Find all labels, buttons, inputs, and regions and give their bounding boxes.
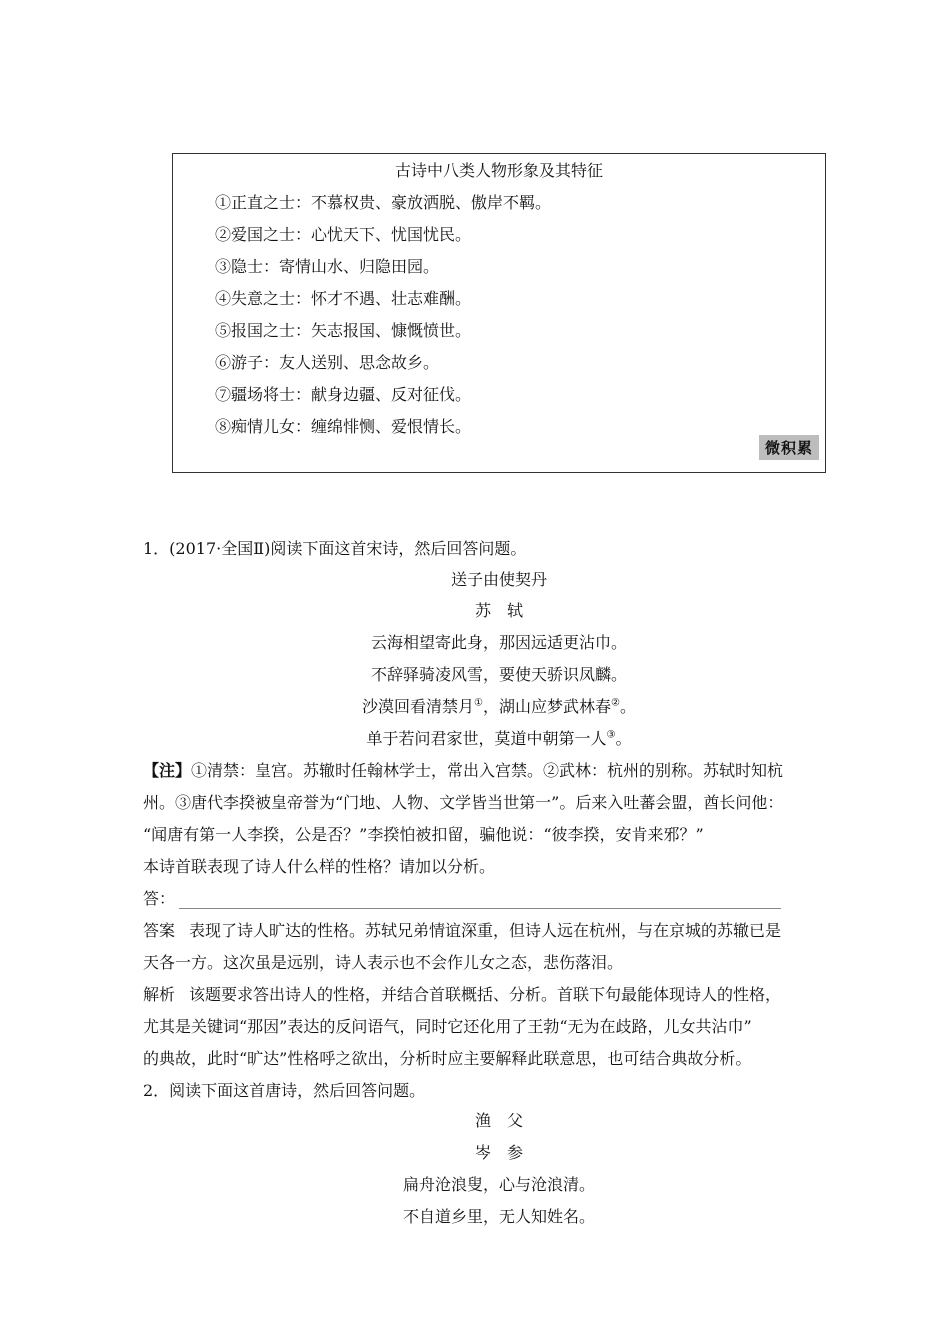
footnote-mark: ①: [474, 697, 483, 709]
question-2-prompt: 2．阅读下面这首唐诗，然后回答问题。: [143, 1081, 426, 1100]
poem-line-part: ，湖山应梦武林春: [482, 697, 611, 716]
box-item: ⑦疆场将士：献身边疆、反对征伐。: [215, 385, 472, 404]
answer-text: 天各一方。这次虽是远别，诗人表示也不会作儿女之态，悲伤落泪。: [143, 953, 624, 972]
note-line: 州。③唐代李揆被皇帝誉为“门地、人物、文学皆当世第一”。后来入吐蕃会盟，酋长问他：: [143, 793, 784, 812]
footnote-mark: ②: [611, 697, 620, 709]
poem-line: [143, 726, 855, 749]
micro-accumulation-badge: 微积累: [759, 435, 819, 460]
box-item: ③隐士：寄情山水、归隐田园。: [215, 257, 440, 276]
poem-title: 渔 父: [474, 1111, 523, 1130]
footnote-mark: ③: [606, 729, 616, 741]
box-item: ②爱国之士：心忧天下、忧国忧民。: [215, 225, 472, 244]
poem-line: 不自道乡里，无人知姓名。: [402, 1207, 595, 1226]
analysis-text: 尤其是关键词“那因”表达的反问语气，同时它还化用了王勃“无为在歧路，儿女共沾巾”: [143, 1017, 752, 1036]
note-text: ①清禁：皇宫。苏辙时任翰林学士，常出入宫禁。②武林：杭州的别称。苏轼时知杭: [191, 761, 784, 780]
note-label: 【注】: [143, 761, 192, 780]
answer-row: [143, 886, 781, 909]
question-text: 本诗首联表现了诗人什么样的性格？请加以分析。: [143, 857, 496, 876]
poem-author: 苏 轼: [474, 601, 523, 620]
poem-line: [143, 694, 855, 717]
analysis-label: 解析: [143, 985, 176, 1004]
box-item: ⑧痴情儿女：缠绵悱恻、爱恨情长。: [215, 417, 472, 436]
box-title: 古诗中八类人物形象及其特征: [394, 161, 603, 180]
poem-line: 扁舟沧浪叟，心与沧浪清。: [402, 1175, 595, 1194]
poem-line-part: 。: [615, 729, 632, 748]
answer-label: 答：: [143, 889, 176, 908]
analysis-text: 的典故，此时“旷达”性格呼之欲出，分析时应主要解释此联意思，也可结合典故分析。: [143, 1049, 752, 1068]
box-item: ①正直之士：不慕权贵、豪放洒脱、傲岸不羁。: [215, 193, 552, 212]
poem-line-part: 。: [619, 697, 636, 716]
poem-line: 不辞驿骑凌风雪，要使天骄识凤麟。: [370, 665, 627, 684]
box-item: ⑤报国之士：矢志报国、慷慨愤世。: [215, 321, 472, 340]
box-item: ⑥游子：友人送别、思念故乡。: [215, 353, 440, 372]
poem-line-part: 单于若问君家世，莫道中朝第一人: [366, 729, 607, 748]
poem-author: 岑 参: [474, 1143, 523, 1162]
note-line: [143, 758, 783, 781]
question-1-prompt: 1．(2017·全国Ⅱ)阅读下面这首宋诗，然后回答问题。: [143, 539, 527, 558]
answer-text: 表现了诗人旷达的性格。苏轼兄弟情谊深重，但诗人远在杭州，与在京城的苏辙已是: [189, 921, 782, 940]
answer-key-label: 答案: [143, 921, 176, 940]
answer-input-line[interactable]: [179, 894, 781, 909]
poem-title: 送子由使契丹: [450, 570, 547, 589]
poem-line: 云海相望寄此身，那因远适更沾巾。: [370, 633, 627, 652]
analysis-text: 该题要求答出诗人的性格，并结合首联概括、分析。首联下句最能体现诗人的性格，: [189, 985, 782, 1004]
box-item: ④失意之士：怀才不遇、壮志难酬。: [215, 289, 472, 308]
accumulation-box: [172, 153, 826, 473]
poem-line-part: 沙漠回看清禁月: [362, 697, 475, 716]
analysis-line: [143, 982, 781, 1005]
note-line: “闻唐有第一人李揆，公是否？”李揆怕被扣留，骗他说：“彼李揆，安肯来邪？”: [143, 825, 704, 844]
answer-key-line: [143, 918, 781, 941]
